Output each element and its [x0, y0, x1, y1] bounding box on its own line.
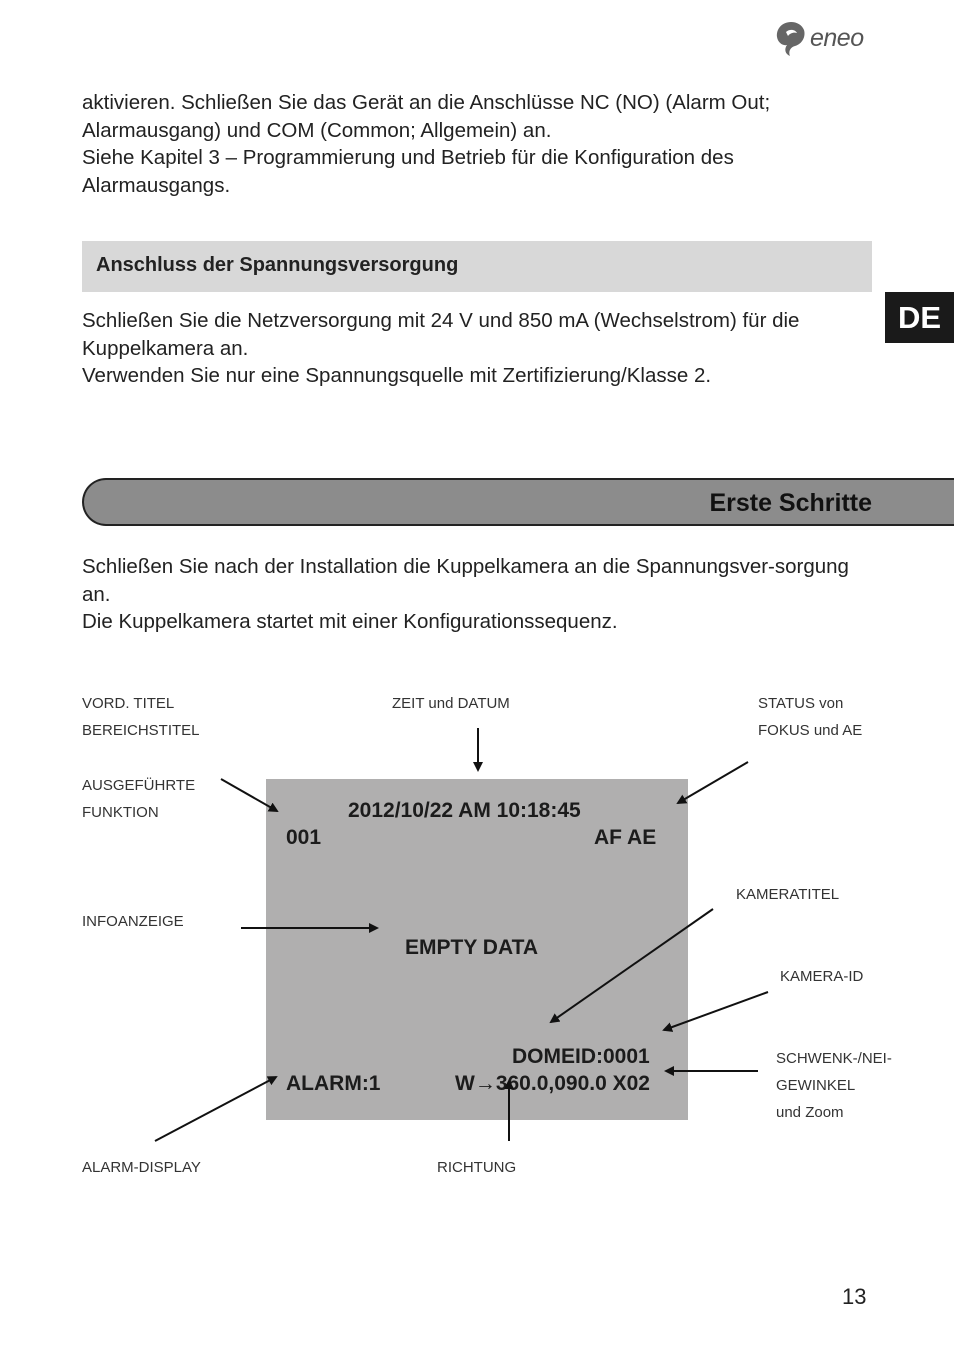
label-info-display: INFOANZEIGE: [82, 913, 184, 930]
label-line: und Zoom: [776, 1104, 844, 1121]
language-tab: DE: [885, 292, 954, 343]
logo-wordmark: eneo: [810, 24, 864, 52]
label-direction: RICHTUNG: [437, 1159, 517, 1176]
label-line: FUNKTION: [82, 804, 159, 821]
startup-line: Schließen Sie nach der Installation die Kuppelkamera an die Spannungsver-sorgung an.: [82, 555, 849, 606]
label-line: STATUS von: [758, 695, 844, 712]
osd-dome-id: DOMEID:0001: [512, 1045, 650, 1068]
chapter-title: Erste Schritte: [709, 489, 872, 517]
power-line: Verwenden Sie nur eine Spannungsquelle mit Zertifizierung/Klasse 2.: [82, 364, 712, 387]
arrow-camera-id: [664, 992, 768, 1030]
osd-alarm: ALARM:1: [286, 1072, 381, 1095]
page-number: 13: [842, 1284, 867, 1309]
label-line: AUSGEFÜHRTE: [82, 777, 196, 794]
arrow-status: [678, 762, 748, 803]
intro-line: Siehe Kapitel 3 – Programmierung und Betrieb für die Konfiguration des Alarmausgangs.: [82, 146, 734, 197]
power-line: Schließen Sie die Netzversorgung mit 24 V und 850 mA (Wechselstrom) für die Kuppelkamera an.: [82, 309, 800, 360]
osd-af-ae: AF AE: [594, 826, 657, 849]
osd-datetime: 2012/10/22 AM 10:18:45: [348, 799, 581, 822]
arrow-alarm-display: [155, 1077, 276, 1141]
power-section-title: Anschluss der Spannungsversorgung: [96, 254, 459, 276]
label-camera-title: KAMERATITEL: [736, 886, 840, 903]
label-line: FOKUS und AE: [758, 722, 863, 739]
intro-line: aktivieren. Schließen Sie das Gerät an die Anschlüsse NC (NO) (Alarm Out; Alarmausgang) und COM (Common; Allgemein) an.: [82, 91, 771, 142]
label-time-date: ZEIT und DATUM: [392, 695, 510, 712]
label-line: SCHWENK-/NEI-: [776, 1050, 892, 1067]
osd-position: W→360.0,090.0 X02: [455, 1072, 650, 1095]
osd-function-number: 001: [286, 826, 322, 849]
label-line: GEWINKEL: [776, 1077, 856, 1094]
label-alarm-display: ALARM-DISPLAY: [82, 1159, 201, 1176]
label-camera-id: KAMERA-ID: [780, 968, 864, 985]
arrow-function: [221, 779, 277, 811]
arrow-camera-title: [551, 909, 713, 1022]
startup-line: Die Kuppelkamera startet mit einer Konfigurationssequenz.: [82, 610, 618, 633]
label-line: VORD. TITEL: [82, 695, 175, 712]
osd-info: EMPTY DATA: [405, 936, 539, 959]
label-line: BEREICHSTITEL: [82, 722, 200, 739]
